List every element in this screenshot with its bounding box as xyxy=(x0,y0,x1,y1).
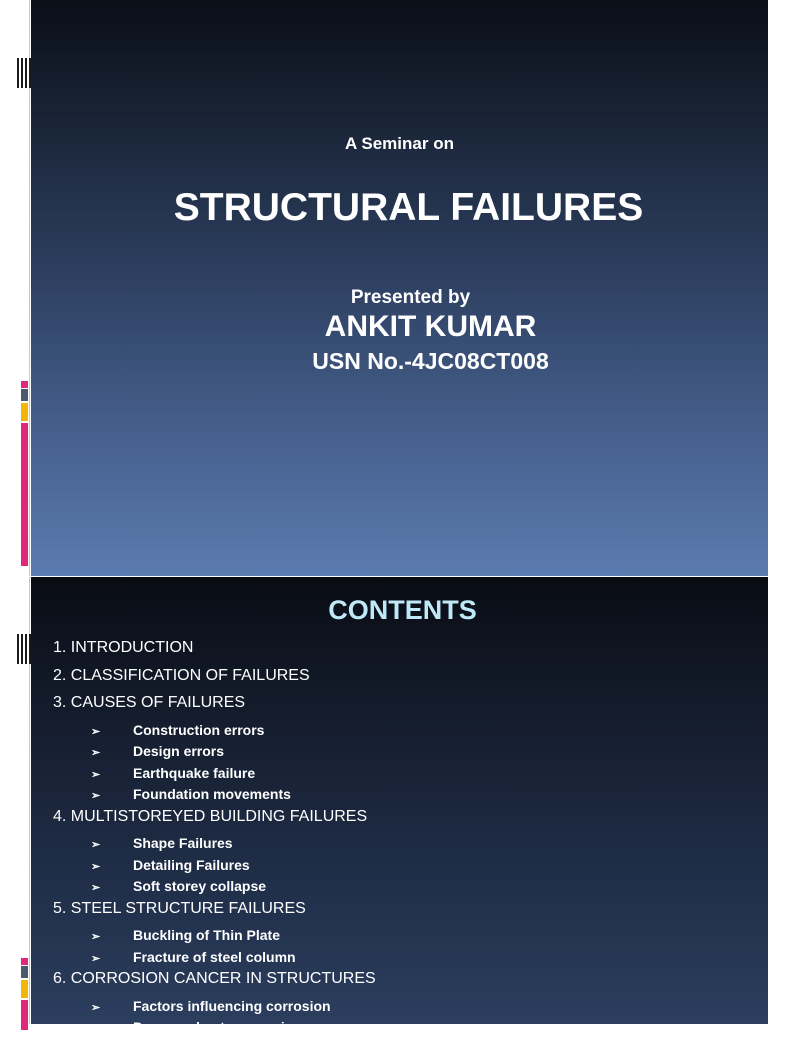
contents-slide xyxy=(0,577,768,1035)
yellow-square-icon xyxy=(21,403,28,421)
toc-subitem xyxy=(53,1018,376,1040)
arrow-bullet-icon: ➢ xyxy=(91,1023,101,1035)
toc-subitem xyxy=(53,926,376,948)
arrow-bullet-icon: ➢ xyxy=(91,931,101,943)
table-of-contents xyxy=(53,638,376,1040)
toc-subitem-label: Factors influencing corrosion xyxy=(133,997,331,1014)
pink-bar-icon xyxy=(21,423,28,566)
slide-title: STRUCTURAL FAILURES xyxy=(173,186,644,229)
toc-subitem xyxy=(53,877,376,899)
usn-number: USN No.-4JC08CT008 xyxy=(312,348,549,374)
yellow-square-icon xyxy=(21,980,28,998)
arrow-bullet-icon: ➢ xyxy=(91,952,101,965)
toc-subitem-label: Construction errors xyxy=(133,721,265,738)
arrow-bullet-icon: ➢ xyxy=(91,1001,101,1014)
left-decor-strip xyxy=(0,577,31,1024)
toc-subitem xyxy=(53,785,376,807)
toc-subitem-label: Shape Failures xyxy=(133,835,233,851)
arrow-bullet-icon: ➢ xyxy=(91,790,101,802)
toc-subitem-label: Damage due to corrosion xyxy=(133,1019,302,1035)
toc-subitem xyxy=(53,997,376,1019)
toc-subitem xyxy=(53,721,376,743)
barcode-icon xyxy=(17,634,31,664)
toc-item: 6. CORROSION CANCER IN STRUCTURES xyxy=(53,970,376,987)
toc-item: 5. STEEL STRUCTURE FAILURES xyxy=(53,899,306,917)
toc-subitem xyxy=(53,764,376,786)
toc-subitem xyxy=(53,742,376,764)
toc-subitem-label: Foundation movements xyxy=(133,786,291,802)
toc-subitem xyxy=(53,948,376,970)
arrow-bullet-icon: ➢ xyxy=(91,860,101,873)
toc-subitem-label: Earthquake failure xyxy=(133,764,256,781)
presenter-name: ANKIT KUMAR xyxy=(324,310,537,343)
toc-subitem xyxy=(53,856,376,878)
toc-subitem-label: Detailing Failures xyxy=(133,856,250,873)
toc-item: 3. CAUSES OF FAILURES xyxy=(53,694,246,711)
pink-square-icon xyxy=(21,958,28,965)
arrow-bullet-icon: ➢ xyxy=(91,882,101,894)
toc-subitem-label: Soft storey collapse xyxy=(133,878,267,894)
toc-item: 2. CLASSIFICATION OF FAILURES xyxy=(53,666,310,684)
arrow-bullet-icon: ➢ xyxy=(91,839,101,851)
gray-square-icon xyxy=(21,389,28,401)
toc-subitem-label: Design errors xyxy=(133,743,225,759)
toc-subitem-label: Buckling of Thin Plate xyxy=(133,927,281,943)
toc-subitem-label: Fracture of steel column xyxy=(133,948,296,965)
presented-by-label: Presented by xyxy=(350,287,471,308)
toc-item: 4. MULTISTOREYED BUILDING FAILURES xyxy=(53,807,368,825)
contents-heading: CONTENTS xyxy=(328,595,477,625)
gray-square-icon xyxy=(21,966,28,978)
left-decor-strip xyxy=(0,0,31,576)
pink-square-icon xyxy=(21,381,28,388)
arrow-bullet-icon: ➢ xyxy=(91,747,101,759)
toc-item: 1. INTRODUCTION xyxy=(53,639,194,656)
arrow-bullet-icon: ➢ xyxy=(91,768,101,781)
arrow-bullet-icon: ➢ xyxy=(91,725,101,738)
toc-subitem xyxy=(53,834,376,856)
barcode-icon xyxy=(17,58,31,88)
pink-bar-icon xyxy=(21,1000,28,1030)
pretitle: A Seminar on xyxy=(345,134,454,153)
